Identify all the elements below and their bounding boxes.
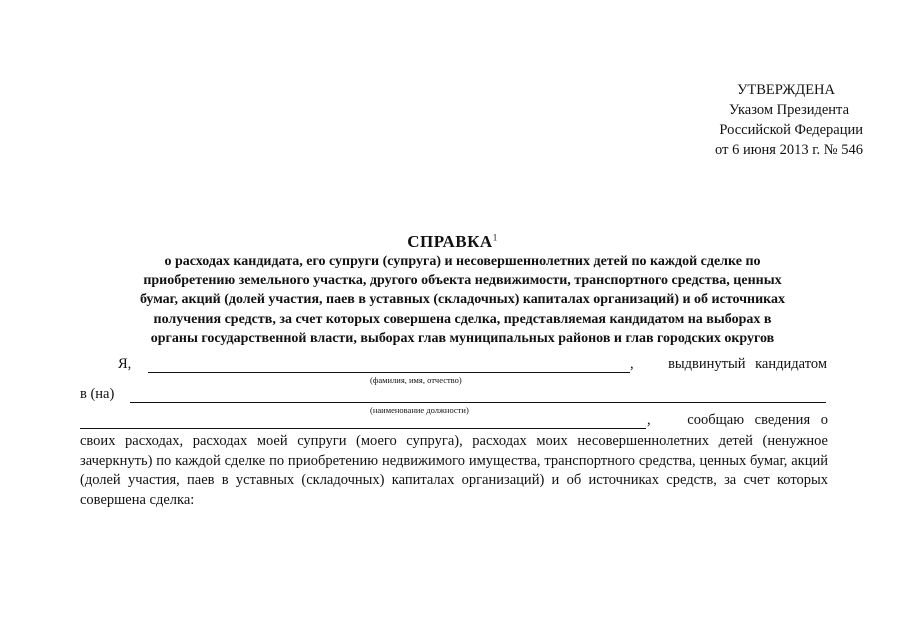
document-subtitle	[80, 252, 845, 348]
position-prefix: в (на)	[80, 386, 115, 402]
name-field[interactable]	[148, 372, 630, 373]
subtitle-line: о расходах кандидата, его супруги (супруга) и несовершеннолетних детей по каждой сделке по	[164, 254, 761, 269]
approval-decree: Указом Президента	[728, 102, 849, 118]
report-label: сообщаю сведения о	[687, 412, 828, 428]
subtitle-line: бумаг, акций (долей участия, паев в уставных (складочных) капиталах организаций) и об источниках	[139, 292, 786, 308]
document-title	[0, 232, 905, 252]
subtitle-line: приобретению земельного участка, другого объекта недвижимости, транспортного средства, ценных	[143, 273, 782, 289]
position-hint: (наименование должности)	[370, 405, 469, 415]
report-comma: ,	[647, 412, 651, 428]
nominated-label: выдвинутый кандидатом	[668, 356, 827, 372]
position-continuation-field[interactable]	[80, 428, 646, 429]
name-comma: ,	[630, 356, 634, 372]
pronoun-label: Я,	[118, 356, 132, 372]
document-title-text: СПРАВКА	[407, 232, 493, 251]
approval-stamp	[715, 80, 863, 160]
subtitle-line: получения средств, за счет которых совершена сделка, представляемая кандидатом на выборах в	[153, 311, 772, 327]
subtitle-line: органы государственной власти, выборах глав муниципальных районов и глав городских округов	[150, 330, 775, 346]
position-field[interactable]	[130, 402, 826, 403]
approval-title: УТВЕРЖДЕНА	[737, 82, 835, 98]
name-hint: (фамилия, имя, отчество)	[370, 375, 462, 385]
approval-country: Российской Федерации	[719, 122, 863, 138]
body-paragraph: своих расходах, расходах моей супруги (моего супруга), расходах моих несовершеннолетних детей (ненужное зачеркнуть) по каждой сделке по приобретению недвижимого имущества, транспортного средства, ценных бумаг, акций (долей участия, паев в уставных (складочных) капиталах организаций) и об источниках средств, за счет которых совершена сделка:	[80, 433, 828, 508]
footnote-mark: 1	[492, 232, 498, 243]
approval-date: от 6 июня 2013 г. № 546	[715, 142, 863, 158]
